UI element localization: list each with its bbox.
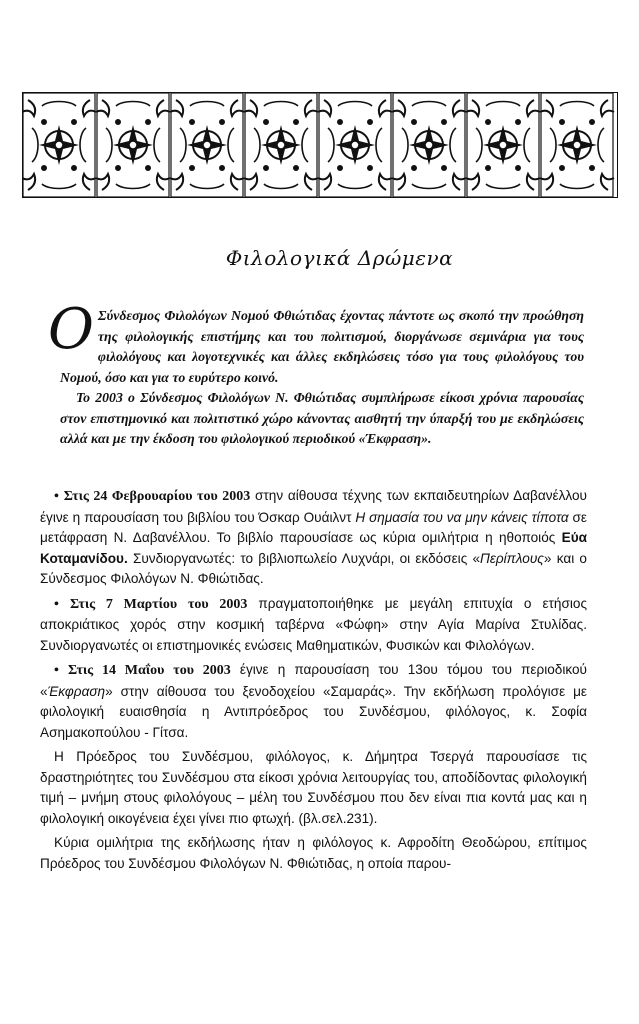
event-text: σε μετάφραση Ν. Δαβανέλλου. Το βιβλίο παρουσίασε ως κύρια ομιλήτρια η ηθοποιός xyxy=(40,509,587,545)
event-date: Στις 7 Μαρτίου του 2003 xyxy=(69,596,248,612)
page-title: Φιλολογικά Δρώμενα xyxy=(225,246,454,270)
event-text: » στην αίθουσα του ξενοδοχείου «Σαμαράς». Την εκδήλωση προλόγισε με φιλολογική ευαισθησία η Αντιπρόεδρος του Συνδέσμου, φιλόλογος, κ. Σοφία Ασημακοπούλου - Γίτσα. xyxy=(40,683,587,740)
event-text: » και ο Σύνδεσμος Φιλολόγων Ν. Φθιώτιδας. xyxy=(40,550,587,586)
speaker-name: Εύα Κοταμανίδου. xyxy=(40,530,587,566)
intro-paragraph-2: Το 2003 ο Σύνδεσμος Φιλολόγων Ν. Φθιώτιδας συμπλήρωσε είκοσι χρόνια παρουσίας στον επιστημονικό και πολιτιστικό χώρο κάνοντας αισθητή την ύπαρξή του με εκδηλώσεις αλλά και με την έκδοση του φιλολογικού περιοδικού «Έκφραση». xyxy=(60,390,584,446)
event-text: έγινε η παρουσίαση του 13ου τόμου του περιοδικού « xyxy=(40,662,587,699)
journal-title: Έκφραση xyxy=(47,683,106,699)
intro-section xyxy=(48,297,584,450)
event-item xyxy=(40,486,587,590)
event-item xyxy=(40,594,587,657)
event-bullet: • xyxy=(54,663,59,678)
decorative-border-icon xyxy=(22,92,618,198)
intro-paragraph-1 xyxy=(48,297,584,388)
events-section xyxy=(40,486,587,878)
event-text: πραγματοποιήθηκε με μεγάλη επιτυχία ο ετήσιος αποκριάτικος χορός στην κοσμική ταβέρνα «Φώφη» στην Αγία Μαρίνα Στυλίδας. Συνδιοργανωτές οι επιστημονικές ενώσεις Μαθηματικών, Φυσικών και Φιλολόγων. xyxy=(40,595,587,653)
event-item xyxy=(40,660,587,743)
book-title: Η σημασία του να μην κάνεις τίποτα xyxy=(355,509,569,525)
event-bullet: • xyxy=(54,489,59,504)
continuation-paragraph: Η Πρόεδρος του Συνδέσμου, φιλόλογος, κ. Δήμητρα Τσεργά παρουσίασε τις δραστηριότητες του Συνδέσμου στα είκοσι χρόνια λειτουργίας του, αποδίδοντας φιλολογική τιμή – μνήμη στους φιλολόγους – μέλη του Συνδέσμου που δεν είναι πια κοντά μας και η φιλολογική οικογένεια έχει γίνει πιο φτωχή. (βλ.σελ.231). xyxy=(40,749,587,826)
event-date: Στις 14 Μαΐου του 2003 xyxy=(68,663,231,678)
event-date: Στις 24 Φεβρουαρίου του 2003 xyxy=(63,489,251,504)
intro-paragraph-1-text: Σύνδεσμος Φιλολόγων Νομού Φθιώτιδας έχοντας πάντοτε ως σκοπό την προώθηση της φιλολογικής επιστήμης και του πολιτισμού, διοργάνωσε σεμινάρια για τους φιλολόγους και λογοτεχνικές και άλλες εκδηλώσεις τόσο για τους φιλολόγους του Νομού, όσο και για το ευρύτερο κοινό. xyxy=(60,308,584,385)
event-text: στην αίθουσα τέχνης των εκπαιδευτηρίων Δαβανέλλου έγινε η παρουσίαση του βιβλίου του Όσκαρ Ουάιλντ xyxy=(40,488,587,525)
event-text: Συνδιοργανωτές: το βιβλιοπωλείο Λυχνάρι, οι εκδόσεις « xyxy=(127,550,481,566)
continuation-paragraph: Κύρια ομιλήτρια της εκδήλωσης ήταν η φιλόλογος κ. Αφροδίτη Θεοδώρου, επίτιμος Πρόεδρος του Συνδέσμου Φιλολόγων Ν. Φθιώτιδας, η οποία παρου- xyxy=(40,835,587,871)
event-bullet: • xyxy=(54,596,59,612)
drop-cap: Ο xyxy=(48,297,94,362)
publisher-name: Περίπλους xyxy=(480,550,544,566)
